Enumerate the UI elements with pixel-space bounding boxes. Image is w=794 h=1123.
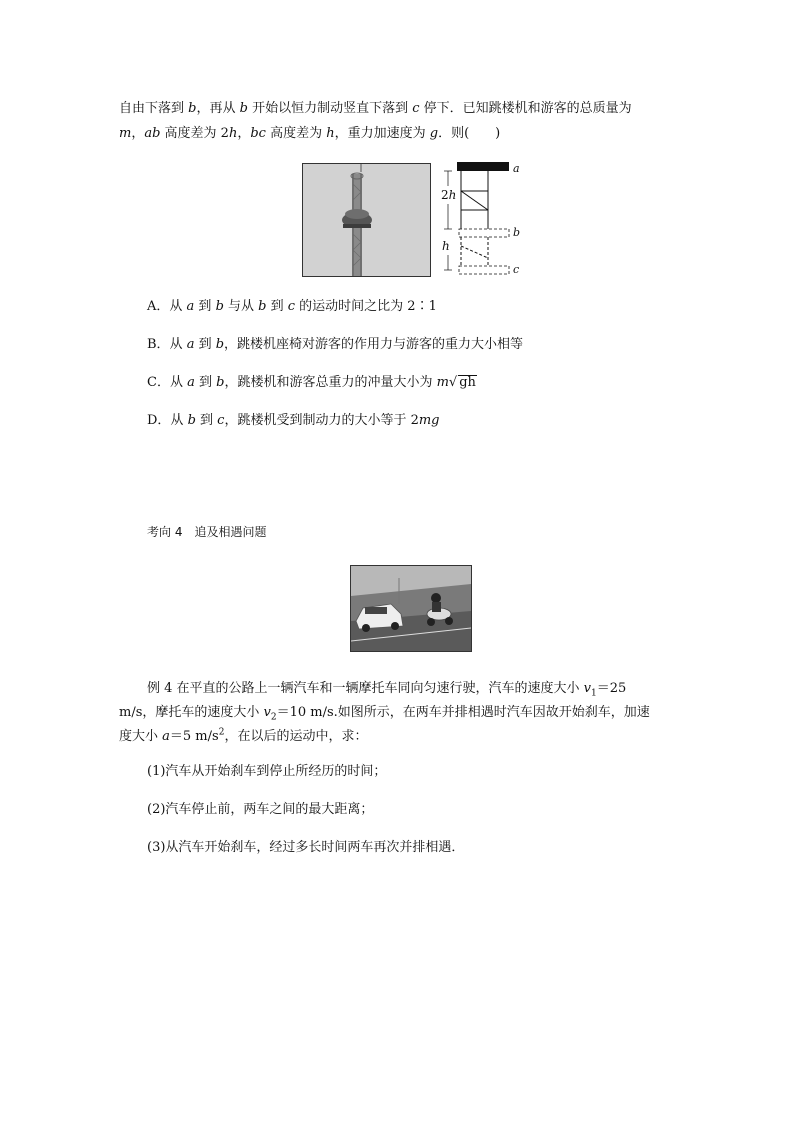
example-line-2: m/s，摩托车的速度大小 $v_2=10$ m/s.如图所示，在两车并排相遇时汽车因故开始刹车，加速 [119,705,650,723]
option-c: C．从 a 到 b，跳楼机和游客总重力的冲量大小为 m√ gh [147,375,476,390]
problem-intro-line-2: m，ab 高度差为 2h，bc 高度差为 h，重力加速度为 g．则( ) [119,126,501,141]
example-line-1: 例 4 在平直的公路上一辆汽车和一辆摩托车同向匀速行驶，汽车的速度大小 $v_1=25$ [147,681,627,699]
example-line-3: 度大小 a＝5 $m/s^2$，在以后的运动中，求： [119,727,368,744]
drop-tower-schematic [435,158,525,280]
option-a: A．从 a 到 b 与从 b 到 c 的运动时间之比为 2∶1 [147,299,437,314]
question-1: (1)汽车从开始刹车到停止所经历的时间； [147,764,387,779]
label-c: c [513,263,520,276]
option-d: D．从 b 到 c，跳楼机受到制动力的大小等于 2mg [147,413,440,428]
question-3: (3)从汽车开始刹车，经过多长时间两车再次并排相遇． [147,840,465,855]
label-a: a [513,162,520,175]
question-2: (2)汽车停止前，两车之间的最大距离； [147,802,374,817]
drop-tower-photo [302,163,431,277]
option-b: B．从 a 到 b，跳楼机座椅对游客的作用力与游客的重力大小相等 [147,337,524,352]
car-motorcycle-illustration [351,566,471,651]
problem-intro-line-1: 自由下落到 b，再从 b 开始以恒力制动竖直下落到 c 停下．已知跳楼机和游客的总质量为 [119,101,632,116]
label-2h: 2h [441,188,457,202]
drop-tower-illustration [303,164,430,276]
label-b: b [513,226,521,239]
sqrt-gh: gh [459,375,476,390]
label-h: h [442,239,450,253]
car-motorcycle-photo [350,565,472,652]
section-title: 考向 4 追及相遇问题 [147,525,267,539]
